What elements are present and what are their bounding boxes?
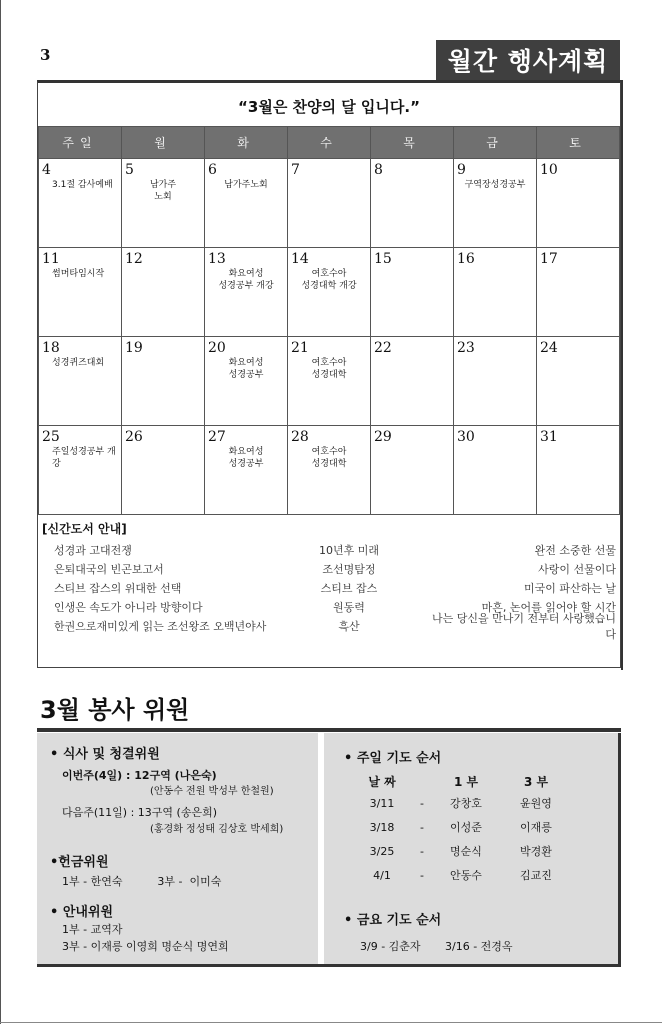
calendar-day-cell bbox=[288, 248, 371, 337]
day-event: 화요여성 성경공부 bbox=[228, 358, 264, 380]
day-event: 남가주 노회 bbox=[149, 180, 177, 202]
prayer-first-service: 안동수 bbox=[450, 869, 482, 882]
meal-next-week-members: (홍경화 정성태 김상호 박세희) bbox=[150, 824, 284, 835]
calendar-day-cell bbox=[537, 159, 620, 248]
meal-this-week-members: (안동수 전원 박성부 한철원) bbox=[150, 786, 274, 797]
calendar-day-cell bbox=[371, 159, 454, 248]
book-row bbox=[44, 578, 616, 597]
weekday-header: 금 bbox=[454, 127, 537, 159]
day-number: 14 bbox=[291, 251, 309, 267]
day-event: 여호수아 성경대학 개강 bbox=[301, 269, 357, 291]
calendar-day-cell bbox=[454, 426, 537, 515]
calendar-week-row bbox=[39, 337, 620, 426]
calendar-day-cell bbox=[205, 159, 288, 248]
calendar-day-cell bbox=[454, 159, 537, 248]
calendar-table bbox=[38, 126, 620, 515]
day-number: 10 bbox=[540, 162, 558, 178]
day-number: 6 bbox=[208, 162, 217, 178]
calendar-day-cell bbox=[205, 248, 288, 337]
usher-line-2: 3부 - 이재릉 이영희 명순식 명연희 bbox=[62, 940, 229, 953]
weekday-header: 월 bbox=[122, 127, 205, 159]
weekday-header: 주일 bbox=[39, 127, 122, 159]
day-number: 24 bbox=[540, 340, 558, 356]
book-title: 스티브 잡스 bbox=[320, 581, 378, 595]
book-title: 10년후 미래 bbox=[319, 543, 379, 557]
prayer-third-service: 박경환 bbox=[520, 845, 552, 858]
day-number: 19 bbox=[125, 340, 143, 356]
prayer-row bbox=[356, 791, 576, 815]
day-event: 화요여성 성경공부 개강 bbox=[218, 269, 274, 291]
book-title: 한권으로재미있게 읽는 조선왕조 오백년야사 bbox=[54, 619, 267, 633]
book-title: 마흔, 논어를 읽어야 할 시간 bbox=[481, 600, 616, 614]
weekday-header: 토 bbox=[537, 127, 620, 159]
day-number: 8 bbox=[374, 162, 383, 178]
prayer-third-service: 이재릉 bbox=[520, 821, 552, 834]
calendar-day-cell bbox=[122, 426, 205, 515]
page-left-border bbox=[0, 0, 1, 1024]
day-number: 29 bbox=[374, 429, 392, 445]
book-title: 완전 소중한 선물 bbox=[534, 543, 616, 557]
book-title: 나는 당신을 만나기 전부터 사랑했습니다 bbox=[431, 611, 616, 641]
day-number: 13 bbox=[208, 251, 226, 267]
book-title: 조선명탐정 bbox=[322, 562, 376, 576]
page-number: 3 bbox=[40, 46, 51, 64]
calendar-day-cell bbox=[39, 337, 122, 426]
sunday-prayer-table bbox=[356, 771, 576, 887]
prayer-header-date: 날 짜 bbox=[368, 774, 396, 789]
offering-committee-title: •헌금위원 bbox=[50, 855, 109, 870]
day-number: 31 bbox=[540, 429, 558, 445]
prayer-first-service: 이성준 bbox=[450, 821, 482, 834]
day-number: 23 bbox=[457, 340, 475, 356]
day-number: 12 bbox=[125, 251, 143, 267]
prayer-third-service: 윤원영 bbox=[520, 797, 552, 810]
calendar-day-cell bbox=[39, 159, 122, 248]
sunday-prayer-title: • 주일 기도 순서 bbox=[344, 751, 442, 766]
day-event: 여호수아 성경대학 bbox=[311, 358, 347, 380]
calendar-day-cell bbox=[205, 337, 288, 426]
calendar-day-cell bbox=[371, 337, 454, 426]
calendar-day-cell bbox=[122, 337, 205, 426]
day-number: 27 bbox=[208, 429, 226, 445]
day-number: 11 bbox=[42, 251, 60, 267]
offering-committee-members: 1부 - 한연숙 3부 - 이미숙 bbox=[62, 875, 222, 888]
book-title: 스티브 잡스의 위대한 선택 bbox=[54, 581, 182, 595]
book-title: 성경과 고대전쟁 bbox=[54, 543, 132, 557]
friday-prayer-title: • 금요 기도 순서 bbox=[344, 913, 442, 928]
service-panel-divider bbox=[318, 733, 324, 964]
calendar-day-cell bbox=[537, 426, 620, 515]
calendar-day-cell bbox=[537, 248, 620, 337]
calendar-day-cell bbox=[39, 426, 122, 515]
prayer-date: 4/1 bbox=[373, 868, 391, 882]
book-title: 미국이 파산하는 날 bbox=[523, 581, 616, 595]
prayer-header-row bbox=[356, 771, 576, 791]
day-number: 18 bbox=[42, 340, 60, 356]
prayer-first-service: 강창호 bbox=[450, 797, 482, 810]
day-number: 4 bbox=[42, 162, 51, 178]
day-number: 9 bbox=[457, 162, 466, 178]
prayer-date: 3/18 bbox=[369, 820, 395, 834]
prayer-header-third: 3 부 bbox=[523, 774, 549, 789]
calendar-week-row bbox=[39, 248, 620, 337]
calendar-day-cell bbox=[205, 426, 288, 515]
day-number: 17 bbox=[540, 251, 558, 267]
page-bottom-border bbox=[0, 1022, 662, 1023]
service-title-rule bbox=[37, 728, 621, 732]
day-event: 남가주노회 bbox=[224, 180, 268, 190]
prayer-dash: - bbox=[420, 844, 424, 858]
day-event: 3.1절 감사예배 bbox=[52, 180, 113, 190]
prayer-row bbox=[356, 863, 576, 887]
meal-committee-title: • 식사 및 청결위원 bbox=[50, 747, 160, 762]
book-row bbox=[44, 540, 616, 559]
calendar-day-cell bbox=[288, 426, 371, 515]
prayer-dash: - bbox=[420, 868, 424, 882]
day-number: 15 bbox=[374, 251, 392, 267]
friday-prayer-order: 3/9 - 김춘자 3/16 - 전경옥 bbox=[360, 940, 513, 953]
weekday-header: 수 bbox=[288, 127, 371, 159]
calendar-week-row bbox=[39, 159, 620, 248]
new-books-title: [신간도서 안내] bbox=[42, 522, 127, 536]
calendar-day-cell bbox=[454, 337, 537, 426]
prayer-dash: - bbox=[420, 796, 424, 810]
day-number: 21 bbox=[291, 340, 309, 356]
calendar-day-cell bbox=[454, 248, 537, 337]
calendar-day-cell bbox=[122, 159, 205, 248]
calendar-day-cell bbox=[537, 337, 620, 426]
header-title: 월간 행사계획 bbox=[436, 40, 620, 80]
calendar-day-cell bbox=[288, 337, 371, 426]
day-event: 주일성경공부 개강 bbox=[52, 447, 116, 469]
day-event: 썸머타임시작 bbox=[52, 269, 105, 279]
usher-line-1: 1부 - 교역자 bbox=[62, 923, 123, 936]
prayer-date: 3/11 bbox=[369, 796, 395, 810]
service-title: 3월 봉사 위원 bbox=[40, 696, 190, 724]
calendar-day-cell bbox=[122, 248, 205, 337]
weekday-header: 화 bbox=[205, 127, 288, 159]
usher-committee-title: • 안내위원 bbox=[50, 905, 114, 920]
book-title: 사랑이 선물이다 bbox=[538, 562, 616, 576]
month-slogan: “3월은 찬양의 달 입니다.” bbox=[238, 98, 420, 116]
prayer-dash: - bbox=[420, 820, 424, 834]
book-row bbox=[44, 611, 616, 641]
book-title: 은퇴대국의 빈곤보고서 bbox=[54, 562, 164, 576]
day-number: 30 bbox=[457, 429, 475, 445]
new-books-list bbox=[44, 540, 616, 641]
book-title: 인생은 속도가 아니라 방향이다 bbox=[54, 600, 203, 614]
book-title: 흑산 bbox=[338, 619, 360, 633]
prayer-date: 3/25 bbox=[369, 844, 395, 858]
prayer-third-service: 김교진 bbox=[520, 869, 552, 882]
weekday-header: 목 bbox=[371, 127, 454, 159]
prayer-row bbox=[356, 839, 576, 863]
day-event: 화요여성 성경공부 bbox=[228, 447, 264, 469]
day-number: 7 bbox=[291, 162, 300, 178]
prayer-row bbox=[356, 815, 576, 839]
calendar-day-cell bbox=[371, 248, 454, 337]
day-number: 22 bbox=[374, 340, 392, 356]
meal-next-week: 다음주(11일) : 13구역 (송은희) bbox=[62, 806, 217, 819]
calendar-day-cell bbox=[371, 426, 454, 515]
day-event: 구역장성경공부 bbox=[464, 180, 526, 190]
day-number: 16 bbox=[457, 251, 475, 267]
prayer-first-service: 명순식 bbox=[450, 845, 482, 858]
day-number: 5 bbox=[125, 162, 134, 178]
prayer-header-first: 1 부 bbox=[453, 774, 479, 789]
book-row bbox=[44, 559, 616, 578]
day-number: 20 bbox=[208, 340, 226, 356]
day-event: 성경퀴즈대회 bbox=[52, 358, 105, 368]
calendar-day-cell bbox=[39, 248, 122, 337]
day-number: 28 bbox=[291, 429, 309, 445]
calendar-day-cell bbox=[288, 159, 371, 248]
meal-this-week: 이번주(4일) : 12구역 (나은숙) bbox=[62, 769, 217, 782]
day-number: 25 bbox=[42, 429, 60, 445]
calendar-week-row bbox=[39, 426, 620, 515]
day-event: 여호수아 성경대학 bbox=[311, 447, 347, 469]
weekday-header-row bbox=[39, 127, 620, 159]
day-number: 26 bbox=[125, 429, 143, 445]
book-title: 원동력 bbox=[333, 600, 365, 614]
